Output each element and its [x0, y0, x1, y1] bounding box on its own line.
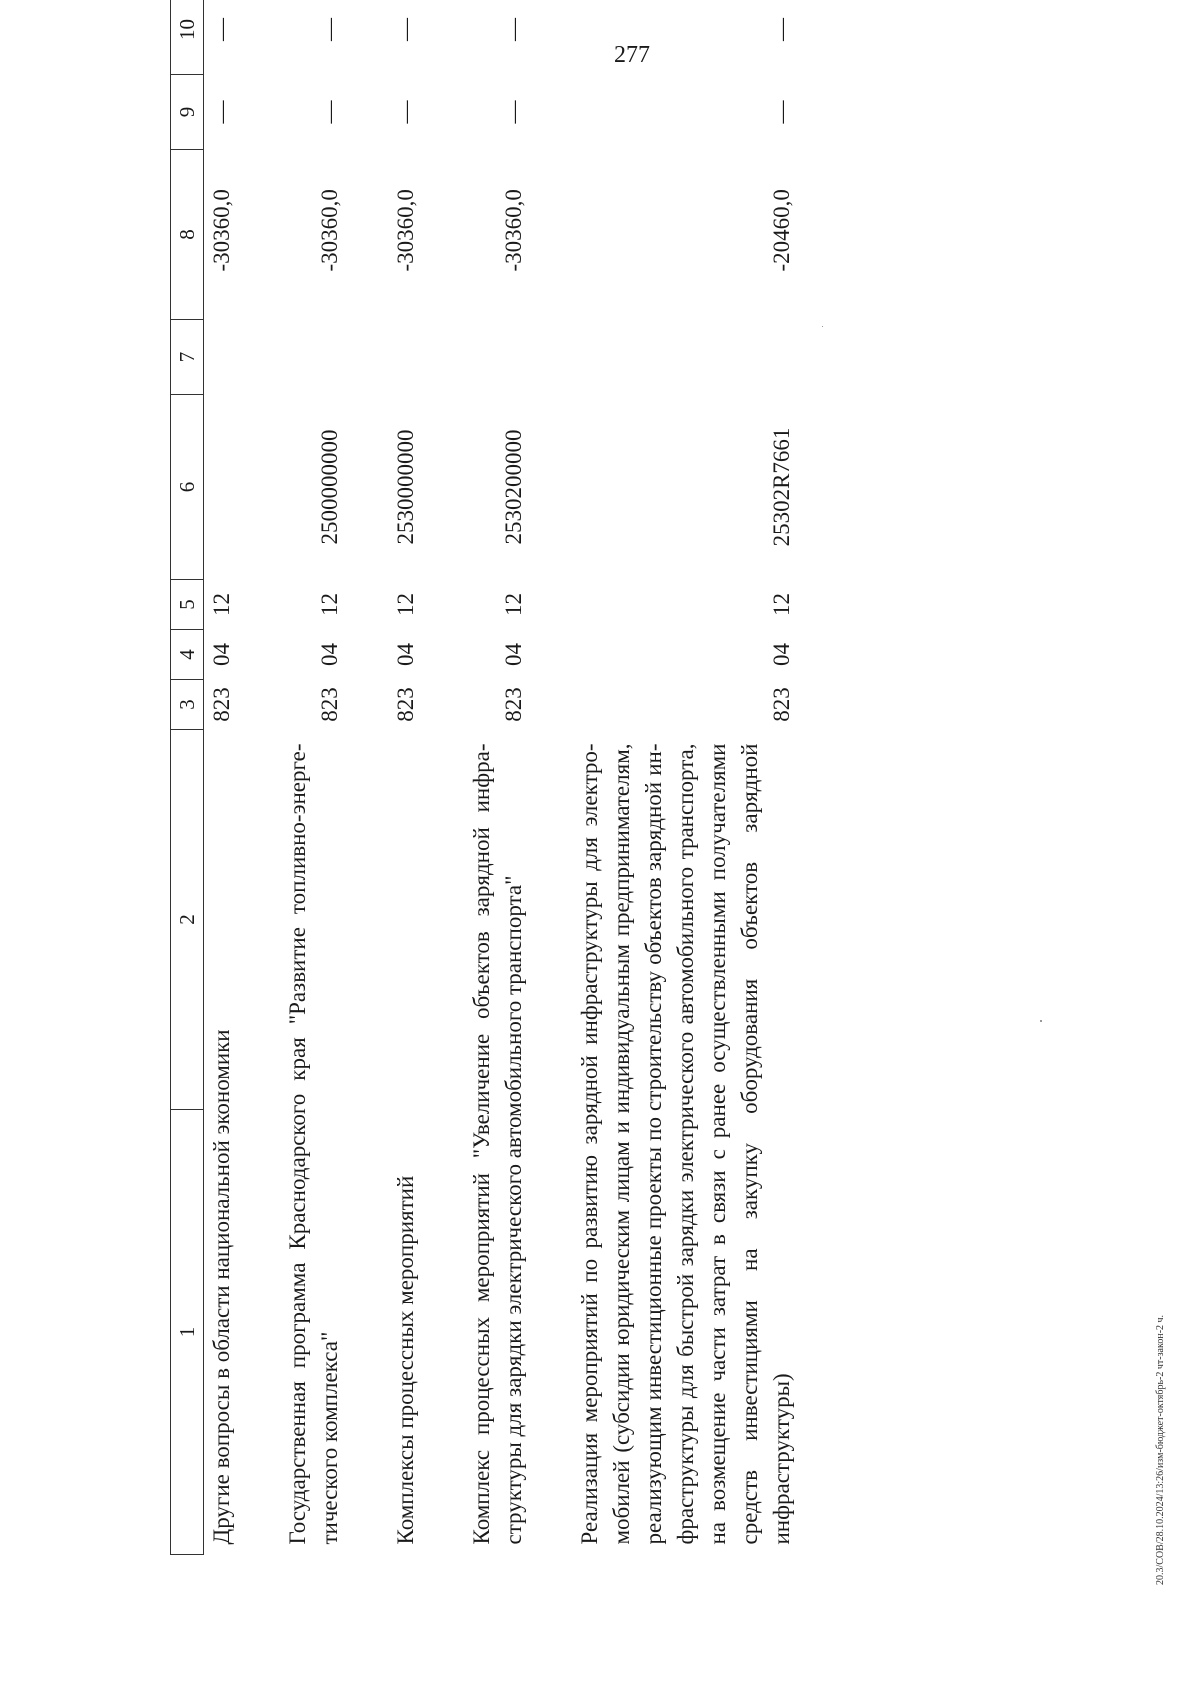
header-col-5: 5 [171, 580, 204, 630]
row-description: Комплексы процессных мероприятий [393, 1175, 418, 1545]
header-col-6: 6 [171, 395, 204, 580]
cell-col-7 [574, 320, 798, 395]
cell-col-6: 25302R7661 [769, 427, 794, 547]
table-row [204, 0, 239, 1555]
cell-col-5: 12 [501, 593, 526, 616]
cell-col-10: — [317, 18, 342, 41]
cell-col-3: 823 [317, 687, 342, 722]
cell-col-7 [282, 320, 346, 395]
header-col-1: 1 [171, 1110, 204, 1555]
budget-table [170, 0, 798, 1555]
row-description: Реализация мероприятий по развитию зарядной инфраструктуры для электромобилей (субсидии юридическим лицам и индивидуальным предпринимателям, реализующим инвестиционные проекты по строительству объектов зарядной инфраструктуры для быстрой зарядки электрического автомобильного транспорта, на возмещение части затрат в связи с ранее осуществленными получателями средств инвестициями на закупку оборудования объектов зарядной инфраструктуры) [577, 743, 794, 1545]
cell-col-3: 823 [209, 687, 234, 722]
row-spacer [530, 0, 574, 1555]
header-col-7: 7 [171, 320, 204, 395]
cell-col-7 [466, 320, 530, 395]
cell-col-4: 04 [209, 643, 234, 666]
cell-col-6: 2530000000 [393, 429, 418, 545]
table-row [390, 0, 422, 1555]
cell-col-10: — [209, 18, 234, 41]
cell-col-4: 04 [317, 643, 342, 666]
cell-col-4: 04 [769, 643, 794, 666]
cell-col-10: — [501, 18, 526, 41]
header-col-9: 9 [171, 75, 204, 150]
row-spacer [238, 0, 282, 1555]
cell-col-8: -30360,0 [501, 189, 526, 272]
cell-col-8: -30360,0 [393, 189, 418, 272]
table-row [574, 0, 798, 1555]
row-spacer [346, 0, 390, 1555]
header-col-10: 10 [171, 0, 204, 75]
cell-col-7 [204, 320, 239, 395]
cell-col-6: 2530200000 [501, 429, 526, 545]
cell-col-3: 823 [393, 687, 418, 722]
row-description: Комплекс процессных мероприятий "Увеличение объектов зарядной инфраструктуры для зарядки электрического автомобильного транспорта" [469, 743, 526, 1545]
header-col-4: 4 [171, 630, 204, 680]
row-description: Другие вопросы в области национальной экономики [209, 1029, 234, 1545]
cell-col-10: — [769, 18, 794, 41]
cell-col-5: 12 [317, 593, 342, 616]
header-col-3: 3 [171, 680, 204, 730]
scan-speck [822, 326, 823, 327]
header-col-2: 2 [171, 730, 204, 1110]
row-spacer [422, 0, 466, 1555]
scan-speck [1040, 1020, 1042, 1022]
cell-col-8: -30360,0 [209, 189, 234, 272]
footer-file-code: 20.3/СОВ/28.10.2024/13:26/изм-бюджет-октябрь-2 чт-закон-2 ч. [1155, 1314, 1166, 1585]
table-row [282, 0, 346, 1555]
cell-col-4: 04 [501, 643, 526, 666]
cell-col-5: 12 [209, 593, 234, 616]
cell-col-5: 12 [769, 593, 794, 616]
cell-col-3: 823 [769, 687, 794, 722]
cell-col-9: — [317, 100, 342, 124]
cell-col-9: — [393, 100, 418, 124]
cell-col-3: 823 [501, 687, 526, 722]
cell-col-9: — [209, 100, 234, 124]
table-header [171, 0, 204, 1555]
cell-col-6 [204, 395, 239, 580]
table-row [466, 0, 530, 1555]
cell-col-10: — [393, 18, 418, 41]
cell-col-4: 04 [393, 643, 418, 666]
cell-col-9: — [769, 100, 794, 124]
cell-col-8: -20460,0 [769, 189, 794, 272]
header-col-8: 8 [171, 150, 204, 320]
row-description: Государственная программа Краснодарского края "Развитие топливно-энергетического комплекса" [285, 743, 342, 1545]
cell-col-9: — [501, 100, 526, 124]
cell-col-7 [390, 320, 422, 395]
cell-col-5: 12 [393, 593, 418, 616]
cell-col-8: -30360,0 [317, 189, 342, 272]
page-number: 277 [614, 42, 650, 68]
cell-col-6: 2500000000 [317, 429, 342, 545]
